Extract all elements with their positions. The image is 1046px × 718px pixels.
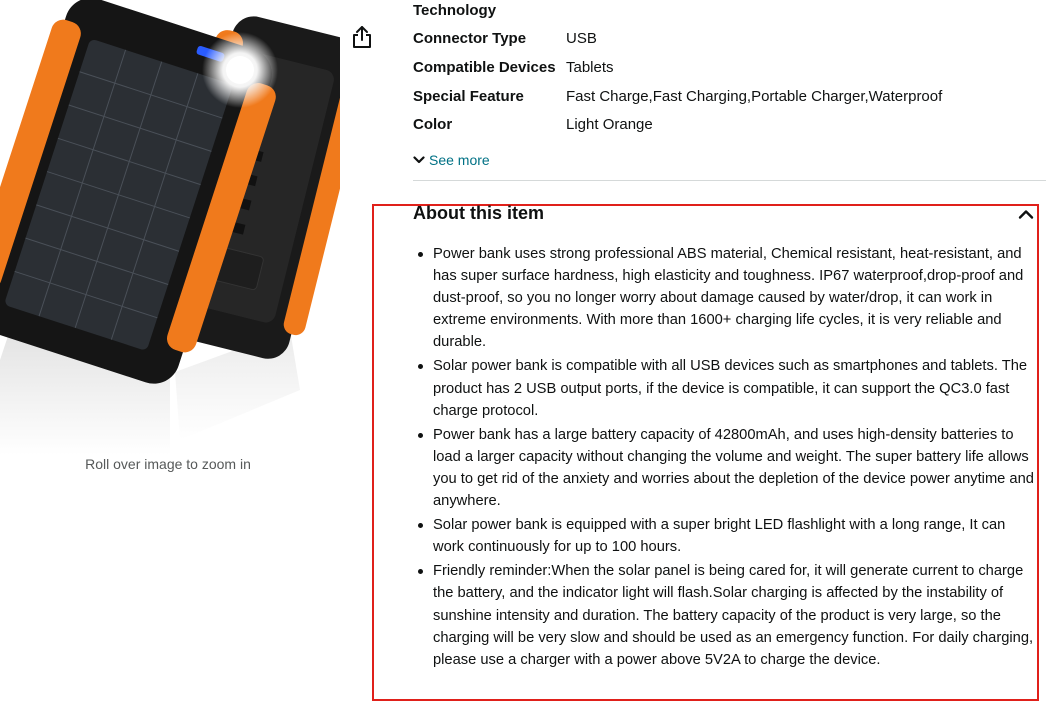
bullet-dot [418,252,423,257]
bullet-dot [418,433,423,438]
spec-label: Compatible Devices [413,59,556,76]
see-more-label: See more [429,152,490,168]
about-bullet [414,355,1037,421]
about-bullet [414,424,1037,512]
share-icon[interactable] [351,25,373,49]
bullet-text: Solar power bank is equipped with a super bright LED flashlight with a long range, It can work continuously for up to 100 hours. [433,517,1006,556]
spec-label: Technology [413,2,497,19]
spec-value: USB [566,30,597,47]
bullet-text: Solar power bank is compatible with all USB devices such as smartphones and tablets. The product has 2 USB output ports, if the device is compatible, it can support the QC3.0 fast charge protocol. [433,358,1028,419]
bullet-text: Power bank uses strong professional ABS material, Chemical resistant, heat-resistant, and has super surface hardness, high elasticity and toughness. IP67 waterproof,drop-proof and dust-proof, so you no longer worry about damage caused by water/drop, it can work in extreme environments. With more than 1600+ charging life cycles, it is very reliable and durable. [433,246,1024,351]
about-bullet [414,243,1037,353]
chevron-down-icon [413,154,425,166]
bullet-text: Power bank has a large battery capacity of 42800mAh, and uses high-density batteries to load a larger capacity without changing the volume and weight. The super battery life allows you to get rid of the anxiety and worries about the depletion of the device power anytime and anywhere. [433,426,1034,510]
product-image-block[interactable] [0,0,340,472]
section-divider [413,180,1046,181]
bullet-dot [418,523,423,528]
see-more-link[interactable] [413,150,490,170]
about-bullet [414,560,1037,670]
spec-value: Light Orange [566,116,653,133]
bullet-dot [418,364,423,369]
spec-label: Special Feature [413,88,524,105]
spec-value: Fast Charge,Fast Charging,Portable Charger,Waterproof [566,88,943,105]
bullet-dot [418,569,423,574]
chevron-up-icon[interactable] [1018,207,1034,221]
spec-value: Tablets [566,59,614,76]
about-bullet [414,514,1037,558]
spec-label: Color [413,116,453,133]
about-bullet-list [414,243,1037,673]
about-section-title: About this item [413,203,544,223]
product-image[interactable] [0,0,340,455]
zoom-hint: Roll over image to zoom in [85,456,251,472]
spec-label: Connector Type [413,30,527,47]
bullet-text: Friendly reminder:When the solar panel is being cared for, it will generate current to charge the battery, and the indicator light will flash.Solar charging is affected by the instability of sunshine intensity and duration. The battery capacity of the product is very large, so the charging will be very slow and should be used as an emergency function. For daily charging, please use a charger with a power above 5V2A to charge the device. [433,563,1034,668]
